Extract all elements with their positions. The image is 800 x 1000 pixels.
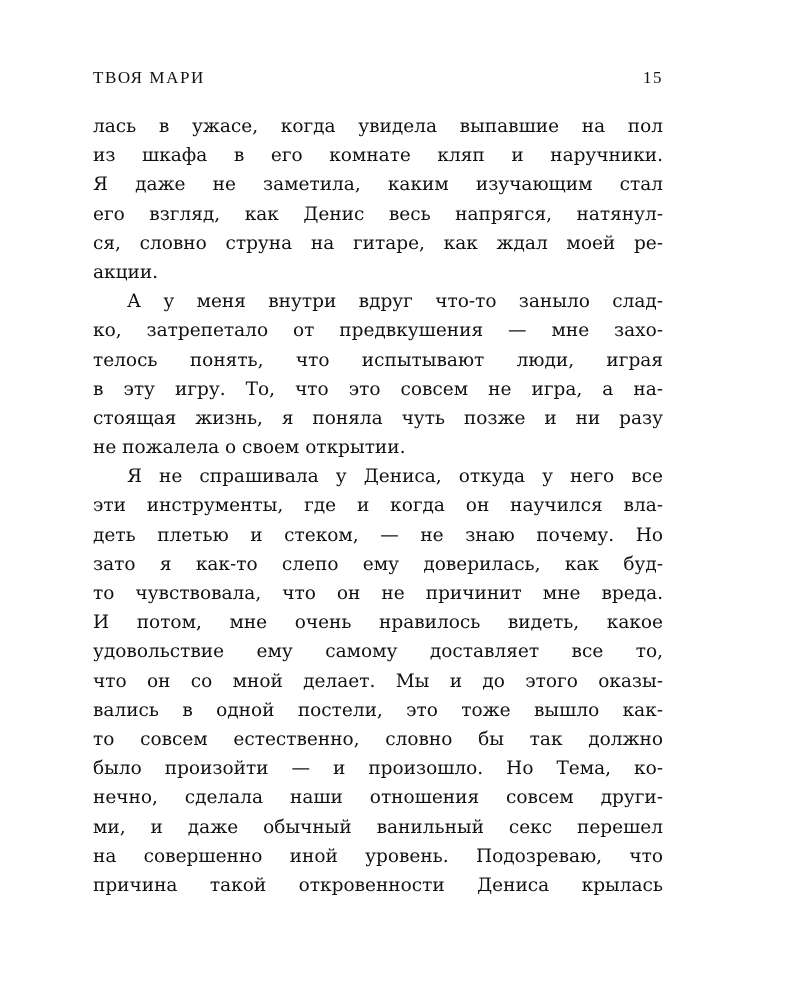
text-line: Я не спрашивала у Дениса, откуда у него все bbox=[127, 466, 663, 488]
body-text bbox=[93, 112, 663, 900]
text-line: не пожалела о своем открытии. bbox=[93, 437, 406, 459]
text-line: телось понять, что испытывают люди, играя bbox=[93, 349, 663, 371]
page-number: 15 bbox=[643, 68, 663, 87]
text-line: лась в ужасе, когда увидела выпавшие на пол bbox=[93, 116, 663, 137]
text-line: И потом, мне очень нравилось видеть, какое bbox=[93, 612, 663, 634]
text-line: эти инструменты, где и когда он научился вла- bbox=[93, 495, 663, 517]
text-line: акции. bbox=[93, 261, 159, 283]
text-line: то чувствовала, что он не причинит мне вреда. bbox=[93, 583, 663, 604]
text-line: ся, словно струна на гитаре, как ждал моей ре- bbox=[93, 232, 663, 254]
text-line: зато я как-то слепо ему доверилась, как буд- bbox=[93, 553, 663, 575]
text-line: то совсем естественно, словно бы так должно bbox=[93, 728, 663, 750]
running-title: ТВОЯ МАРИ bbox=[93, 68, 205, 87]
text-line: стоящая жизнь, я поняла чуть позже и ни разу bbox=[93, 407, 663, 429]
text-line: Я даже не заметила, каким изучающим стал bbox=[93, 174, 663, 196]
text-line: вались в одной постели, это тоже вышло как- bbox=[93, 699, 663, 721]
running-head bbox=[93, 68, 663, 88]
text-line: причина такой откровенности Дениса крылась bbox=[93, 874, 663, 896]
text-line: его взгляд, как Денис весь напрягся, натянул- bbox=[93, 203, 663, 225]
text-line: из шкафа в его комнате кляп и наручники. bbox=[93, 145, 663, 167]
text-line: было произойти — и произошло. Но Тема, ко- bbox=[93, 758, 663, 780]
text-line: что он со мной делает. Мы и до этого оказы- bbox=[93, 670, 663, 692]
text-line: нечно, сделала наши отношения совсем други- bbox=[93, 787, 663, 809]
text-line: деть плетью и стеком, — не знаю почему. Но bbox=[93, 524, 663, 546]
text-line: в эту игру. То, что это совсем не игра, а на- bbox=[93, 378, 663, 400]
text-line: ко, затрепетало от предвкушения — мне захо- bbox=[93, 320, 663, 342]
text-line: ми, и даже обычный ванильный секс перешел bbox=[93, 816, 663, 838]
text-line: А у меня внутри вдруг что-то заныло слад- bbox=[127, 291, 663, 313]
text-line: удовольствие ему самому доставляет все то, bbox=[93, 641, 663, 663]
text-line: на совершенно иной уровень. Подозреваю, что bbox=[93, 845, 663, 867]
